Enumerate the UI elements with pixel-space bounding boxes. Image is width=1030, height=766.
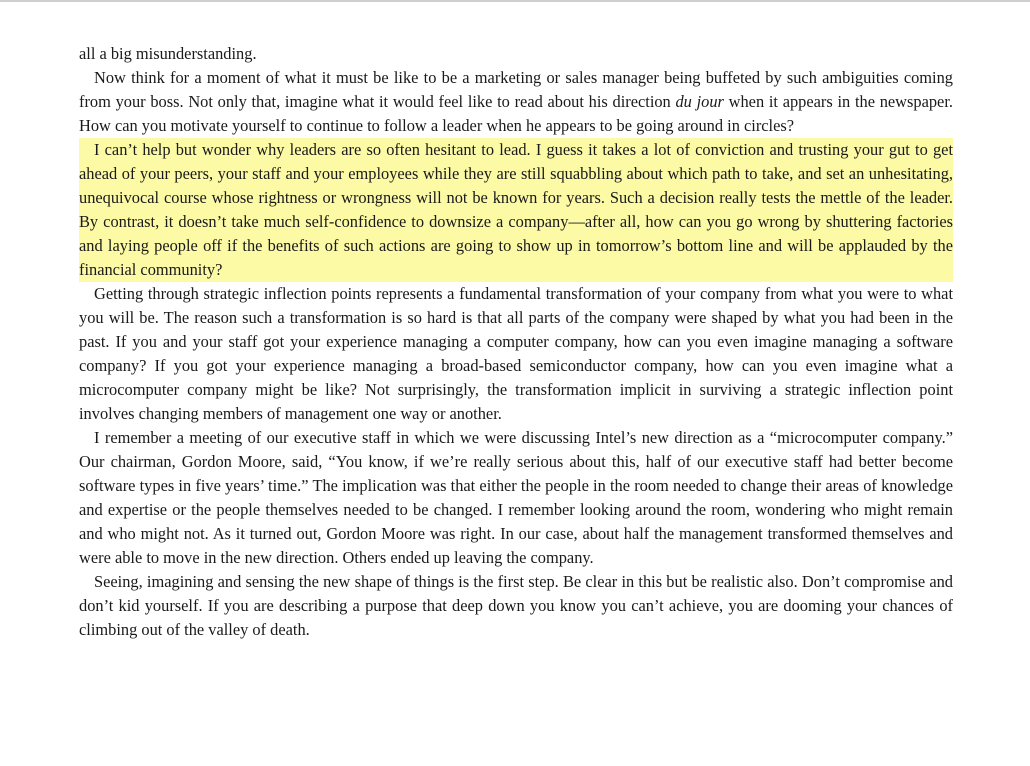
paragraph-text: I remember a meeting of our executive staff in which we were discussing Intel’s new direction as a “microcomputer company.” Our chairman, Gordon Moore, said, “You know, if we’re really serious about this, half of our executive staff had better become software types in five years’ time.” The implication was that either the people in the room needed to change their areas of knowledge and expertise or the people themselves needed to be changed. I remember looking around the room, wondering who might remain and who might not. As it turned out, Gordon Moore was right. In our case, about half the management transformed themselves and were able to move in the new direction. Others ended up leaving the company. xyxy=(79,428,953,567)
paragraph-closing xyxy=(79,570,953,642)
highlighted-paragraph[interactable] xyxy=(79,138,953,282)
paragraph-continuation xyxy=(79,42,953,66)
paragraph-du-jour xyxy=(79,66,953,138)
paragraph-text-before: Now think for a moment of what it must be like to be a marketing or sales manager being buffeted by such ambiguities coming from your boss. Not only that, imagine what it would feel like to read about his direction xyxy=(79,68,953,111)
paragraph-inflection-points xyxy=(79,282,953,426)
paragraph-text: Seeing, imagining and sensing the new shape of things is the first step. Be clear in this but be realistic also. Don’t compromise and don’t kid yourself. If you are describing a purpose that deep down you know you can’t achieve, you are dooming your chances of climbing out of the valley of death. xyxy=(79,572,953,639)
paragraph-text: Getting through strategic inflection points represents a fundamental transformation of your company from what you were to what you will be. The reason such a transformation is so hard is that all parts of the company were shaped by what you had been in the past. If you and your staff got your experience managing a computer company, how can you even imagine managing a software company? If you got your experience managing a broad-based semiconductor company, how can you even imagine what a microcomputer company might be like? Not surprisingly, the transformation implicit in surviving a strategic inflection point involves changing members of management one way or another. xyxy=(79,284,953,423)
paragraph-text: all a big misunderstanding. xyxy=(79,44,257,63)
book-page xyxy=(79,42,953,642)
top-border xyxy=(0,0,1030,2)
highlighted-text[interactable]: I can’t help but wonder why leaders are so often hesitant to lead. I guess it takes a lot of conviction and trusting your gut to get ahead of your peers, your staff and your employees while they are still squabbling about which path to take, and set an unhesitating, unequivocal course whose rightness or wrongness will not be known for years. Such a decision really tests the mettle of the leader. By contrast, it doesn’t take much self-confidence to downsize a company—after all, how can you go wrong by shuttering factories and laying people off if the benefits of such actions are going to show up in tomorrow’s bottom line and will be applauded by the financial community? xyxy=(79,140,953,279)
paragraph-executive-meeting xyxy=(79,426,953,570)
italic-phrase: du jour xyxy=(675,92,724,111)
paragraph-text-after: when it appears in the newspaper. How can you motivate yourself to continue to follow a leader when he appears to be going around in circles? xyxy=(79,92,953,135)
